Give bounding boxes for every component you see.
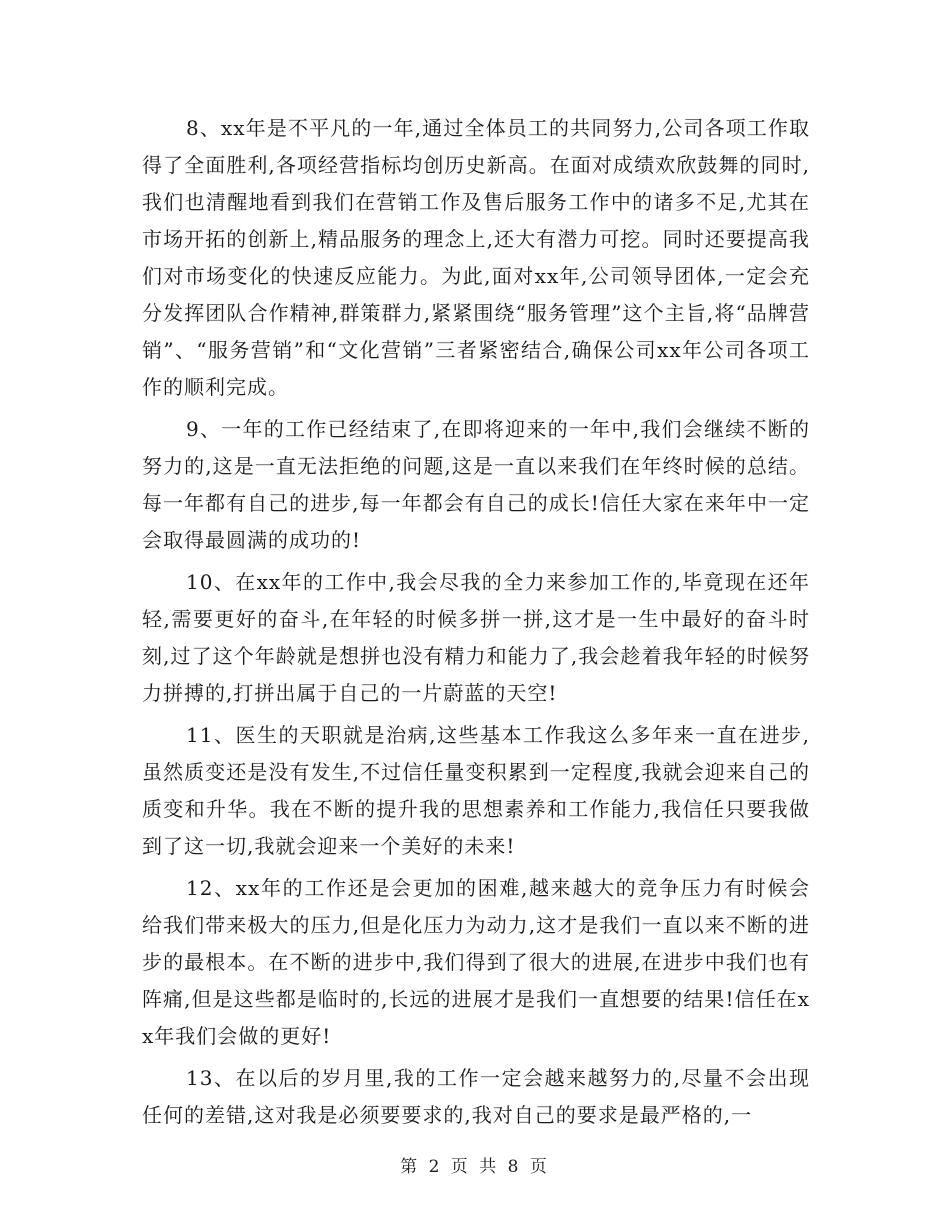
paragraph-9: 9、一年的工作已经结束了,在即将迎来的一年中,我们会继续不断的努力的,这是一直无法拒绝的问题,这是一直以来我们在年终时候的总结。每一年都有自己的进步,每一年都会有自己的成长!信任大家在来年中一定会取得最圆满的成功的! xyxy=(142,417,810,552)
paragraph-10: 10、在xx年的工作中,我会尽我的全力来参加工作的,毕竟现在还年轻,需要更好的奋斗,在年轻的时候多拼一拼,这才是一生中最好的奋斗时刻,过了这个年龄就是想拼也没有精力和能力了,我会趁着我年轻的时候努力拼搏的,打拼出属于自己的一片蔚蓝的天空! xyxy=(142,570,810,705)
paragraph-12: 12、xx年的工作还是会更加的困难,越来越大的竞争压力有时候会给我们带来极大的压力,但是化压力为动力,这才是我们一直以来不断的进步的最根本。在不断的进步中,我们得到了很大的进展,在进步中我们也有阵痛,但是这些都是临时的,长远的进展才是我们一直想要的结果!信任在xx年我们会做的更好! xyxy=(142,876,810,1048)
paragraph-13: 13、在以后的岁月里,我的工作一定会越来越努力的,尽量不会出现任何的差错,这对我是必须要要求的,我对自己的要求是最严格的,一 xyxy=(142,1066,810,1127)
page-footer: 第 2 页 共 8 页 xyxy=(400,1157,550,1177)
paragraph-8: 8、xx年是不平凡的一年,通过全体员工的共同努力,公司各项工作取得了全面胜利,各项经营指标均创历史新高。在面对成绩欢欣鼓舞的同时,我们也清醒地看到我们在营销工作及售后服务工作中的诸多不足,尤其在市场开拓的创新上,精品服务的理念上,还大有潜力可挖。同时还要提高我们对市场变化的快速反应能力。为此,面对xx年,公司领导团体,一定会充分发挥团队合作精神,群策群力,紧紧围绕“服务管理”这个主旨,将“品牌营销”、“服务营销”和“文化营销”三者紧密结合,确保公司xx年公司各项工作的顺利完成。 xyxy=(142,116,810,399)
paragraph-11: 11、医生的天职就是治病,这些基本工作我这么多年来一直在进步,虽然质变还是没有发生,不过信任量变积累到一定程度,我就会迎来自己的质变和升华。我在不断的提升我的思想素养和工作能力,我信任只要我做到了这一切,我就会迎来一个美好的未来! xyxy=(142,723,810,858)
document-body xyxy=(142,110,810,1139)
